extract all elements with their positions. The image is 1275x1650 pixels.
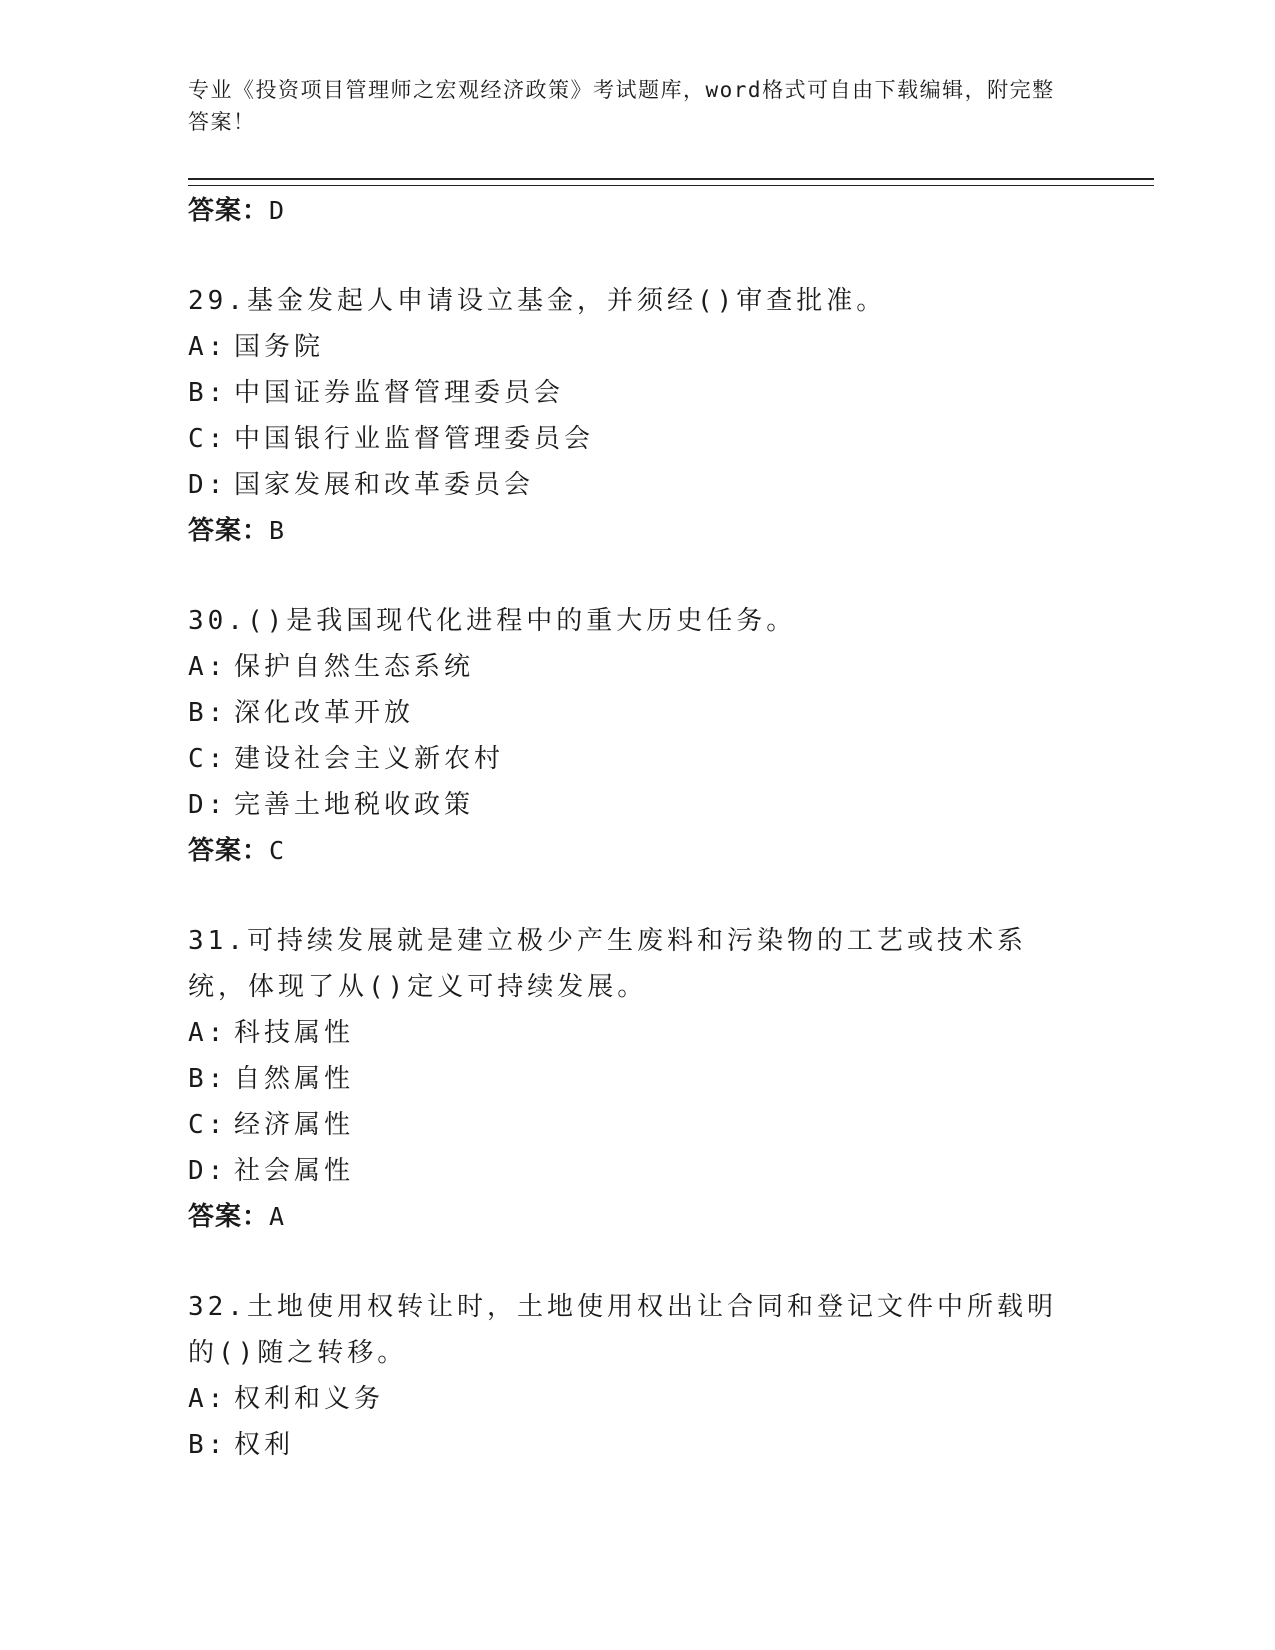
option-text: 中国证券监督管理委员会 — [234, 378, 565, 408]
option-text: 深化改革开放 — [234, 698, 415, 728]
option-d — [188, 462, 1088, 508]
question-32 — [188, 1284, 1088, 1468]
option-letter: B: — [188, 1430, 228, 1460]
option-a — [188, 1376, 1088, 1422]
option-c — [188, 736, 1088, 782]
option-letter: D: — [188, 470, 228, 500]
question-stem: 30.()是我国现代化进程中的重大历史任务。 — [188, 606, 797, 636]
option-d — [188, 782, 1088, 828]
option-text: 自然属性 — [234, 1064, 355, 1094]
answer-value: C — [269, 836, 286, 865]
option-text: 权利 — [234, 1430, 295, 1460]
option-text: 权利和义务 — [234, 1384, 385, 1414]
answer-label: 答案： — [188, 196, 270, 226]
option-d — [188, 1148, 1088, 1194]
question-stem: 29.基金发起人申请设立基金，并须经()审查批准。 — [188, 286, 887, 316]
option-letter: D: — [188, 790, 228, 820]
option-text: 中国银行业监督管理委员会 — [234, 424, 595, 454]
answer-label: 答案： — [188, 516, 270, 546]
answer-line — [188, 508, 1088, 554]
option-text: 建设社会主义新农村 — [234, 744, 505, 774]
option-text: 经济属性 — [234, 1110, 355, 1140]
answer-value: D — [269, 196, 286, 225]
option-a — [188, 1010, 1088, 1056]
question-31 — [188, 918, 1088, 1240]
option-text: 保护自然生态系统 — [234, 652, 475, 682]
answer-value: A — [269, 1202, 286, 1231]
option-text: 社会属性 — [234, 1156, 355, 1186]
option-c — [188, 1102, 1088, 1148]
option-text: 国家发展和改革委员会 — [234, 470, 535, 500]
question-29 — [188, 278, 1088, 554]
option-a — [188, 324, 1088, 370]
answer-value: B — [269, 516, 286, 545]
question-30 — [188, 598, 1088, 874]
option-text: 国务院 — [234, 332, 325, 362]
document-header — [188, 74, 1068, 138]
question-stem: 32.土地使用权转让时，土地使用权出让合同和登记文件中所载明的()随之转移。 — [188, 1292, 1057, 1368]
option-b — [188, 1056, 1088, 1102]
option-text: 科技属性 — [234, 1018, 355, 1048]
option-letter: C: — [188, 744, 228, 774]
option-b — [188, 1422, 1088, 1468]
answer-line — [188, 1194, 1088, 1240]
option-text: 完善土地税收政策 — [234, 790, 475, 820]
option-b — [188, 690, 1088, 736]
answer-line — [188, 828, 1088, 874]
answer-label: 答案： — [188, 836, 270, 866]
option-letter: B: — [188, 698, 228, 728]
answer-label: 答案： — [188, 1202, 270, 1232]
option-b — [188, 370, 1088, 416]
option-letter: B: — [188, 378, 228, 408]
question-list — [188, 188, 1088, 1468]
option-c — [188, 416, 1088, 462]
option-letter: C: — [188, 424, 228, 454]
option-letter: D: — [188, 1156, 228, 1186]
option-letter: A: — [188, 332, 228, 362]
option-letter: A: — [188, 1384, 228, 1414]
option-letter: C: — [188, 1110, 228, 1140]
option-letter: A: — [188, 652, 228, 682]
header-text: 专业《投资项目管理师之宏观经济政策》考试题库，word格式可自由下载编辑，附完整答案！ — [188, 78, 1055, 134]
answer-line — [188, 188, 1088, 234]
option-a — [188, 644, 1088, 690]
option-letter: B: — [188, 1064, 228, 1094]
question-stem: 31.可持续发展就是建立极少产生废料和污染物的工艺或技术系统，体现了从()定义可持续发展。 — [188, 926, 1027, 1002]
option-letter: A: — [188, 1018, 228, 1048]
header-divider — [188, 178, 1154, 186]
